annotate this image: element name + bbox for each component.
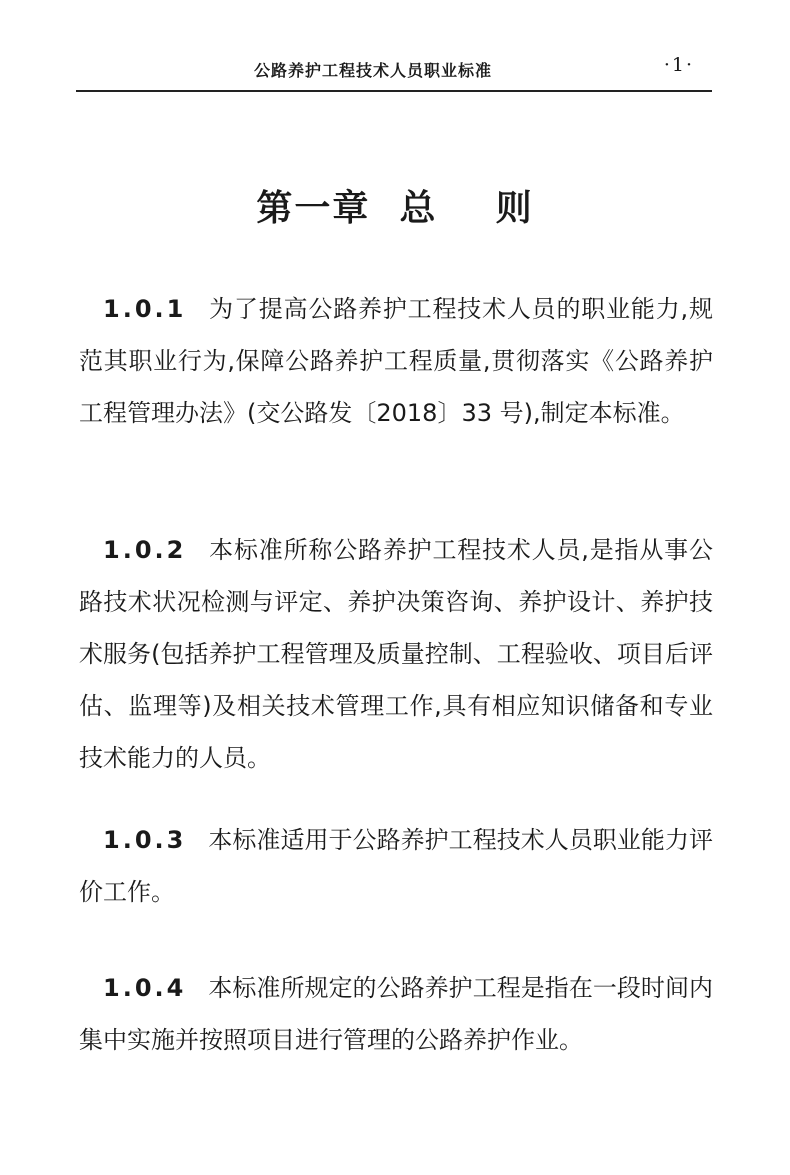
running-title: 公路养护工程技术人员职业标准 xyxy=(254,61,493,80)
page-number: ·1· xyxy=(663,54,694,76)
chapter-title: 第一章 总 则 xyxy=(256,188,534,229)
clause-number: 1.0.3 xyxy=(103,826,187,854)
clause-number: 1.0.2 xyxy=(103,536,187,564)
clause-1-0-3 xyxy=(79,814,713,918)
clause-text: 本标准适用于公路养护工程技术人员职业能力评价工作。 xyxy=(79,826,713,906)
clause-1-0-2 xyxy=(79,524,713,784)
clause-text: 为了提高公路养护工程技术人员的职业能力,规范其职业行为,保障公路养护工程质量,贯彻落实《公路养护工程管理办法》(交公路发〔2018〕33 号),制定本标准。 xyxy=(79,295,713,427)
clause-number: 1.0.1 xyxy=(103,295,187,323)
running-header xyxy=(76,56,712,92)
clause-number: 1.0.4 xyxy=(103,974,187,1002)
clause-1-0-1 xyxy=(79,283,713,439)
clause-text: 本标准所称公路养护工程技术人员,是指从事公路技术状况检测与评定、养护决策咨询、养护设计、养护技术服务(包括养护工程管理及质量控制、工程验收、项目后评估、监理等)及相关技术管理工作,具有相应知识储备和专业技术能力的人员。 xyxy=(79,536,713,772)
clause-text: 本标准所规定的公路养护工程是指在一段时间内集中实施并按照项目进行管理的公路养护作业。 xyxy=(79,974,713,1054)
clause-1-0-4 xyxy=(79,962,713,1066)
